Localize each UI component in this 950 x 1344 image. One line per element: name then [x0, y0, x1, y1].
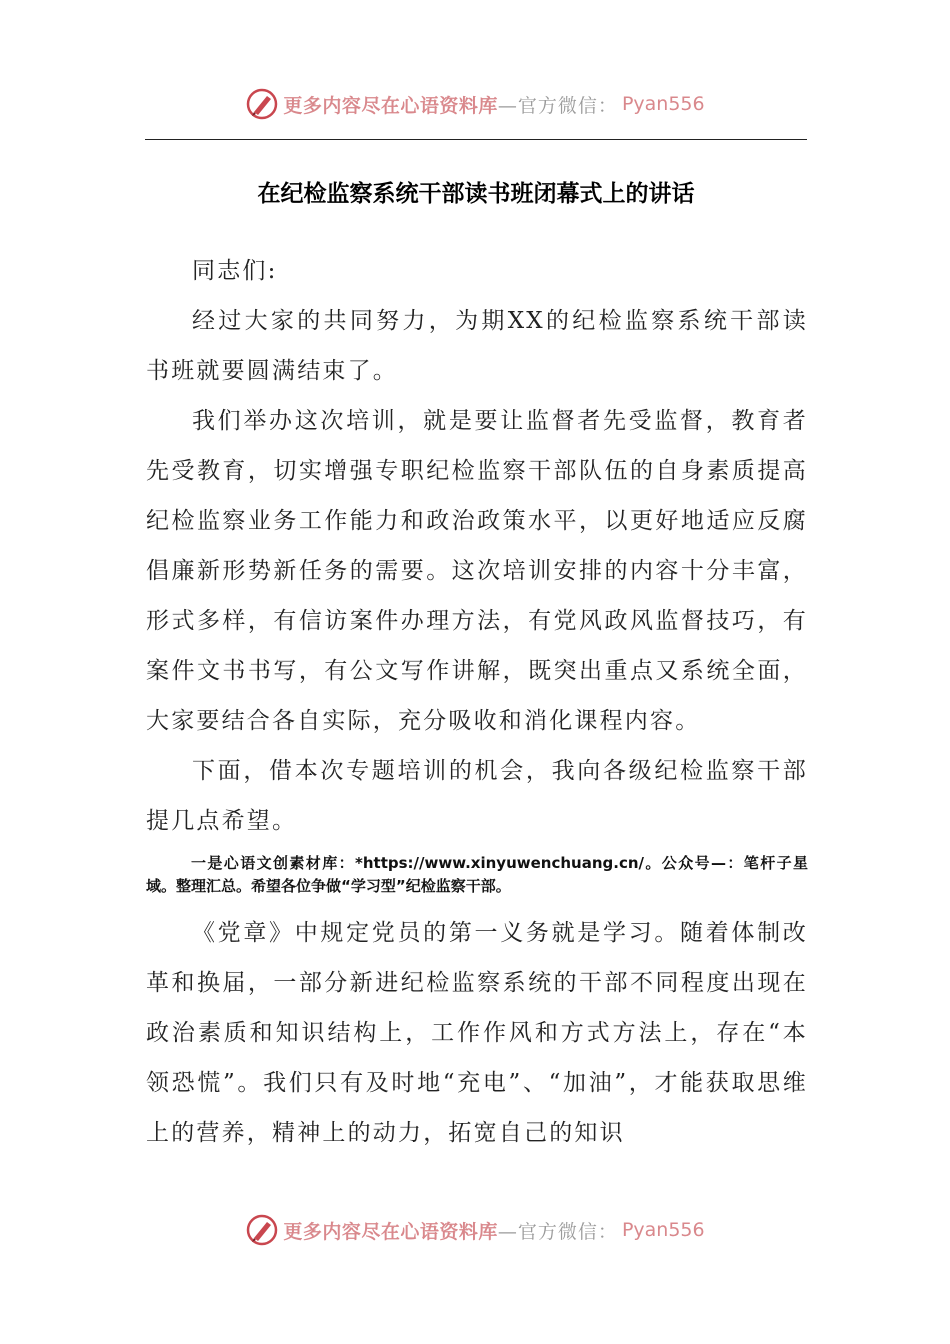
source-note: 一是心语文创素材库：*https://www.xinyuwenchuang.cn/。公众号—：笔杆子星域。整理汇总。希望各位争做“学习型”纪检监察干部。: [146, 854, 808, 895]
banner-wechat-label: —官方微信：: [497, 94, 618, 117]
document-body: [146, 246, 808, 1158]
footer-banner: [0, 1210, 950, 1250]
header-rule: [145, 139, 807, 140]
salutation: 同志们:: [192, 258, 278, 284]
pen-logo-icon: [245, 87, 279, 121]
banner-wechat-id: Pyan556: [621, 1219, 705, 1241]
paragraph: 我们举办这次培训，就是要让监督者先受监督，教育者先受教育，切实增强专职纪检监察干部队伍的自身素质提高纪检监察业务工作能力和政治政策水平，以更好地适应反腐倡廉新形势新任务的需要。这次培训安排的内容十分丰富，形式多样，有信访案件办理方法，有党风政风监督技巧，有案件文书书写，有公文写作讲解，既突出重点又系统全面，大家要结合各自实际，充分吸收和消化课程内容。: [146, 408, 808, 734]
banner-brand-text: 更多内容尽在心语资料库: [283, 1220, 498, 1243]
document-title: 在纪检监察系统干部读书班闭幕式上的讲话: [257, 180, 695, 207]
banner-brand-text: 更多内容尽在心语资料库: [283, 94, 498, 117]
banner-wechat-id: Pyan556: [621, 93, 705, 115]
pen-logo-icon: [245, 1213, 279, 1247]
header-banner: [0, 84, 950, 124]
banner-wechat-label: —官方微信：: [497, 1220, 618, 1243]
paragraph: 《党章》中规定党员的第一义务就是学习。随着体制改革和换届，一部分新进纪检监察系统的干部不同程度出现在政治素质和知识结构上，工作作风和方式方法上，存在“本领恐慌”。我们只有及时地“充电”、“加油”，才能获取思维上的营养，精神上的动力，拓宽自己的知识: [146, 920, 808, 1146]
paragraph: 下面，借本次专题培训的机会，我向各级纪检监察干部提几点希望。: [146, 758, 808, 834]
paragraph: 经过大家的共同努力，为期XX的纪检监察系统干部读书班就要圆满结束了。: [146, 308, 808, 384]
